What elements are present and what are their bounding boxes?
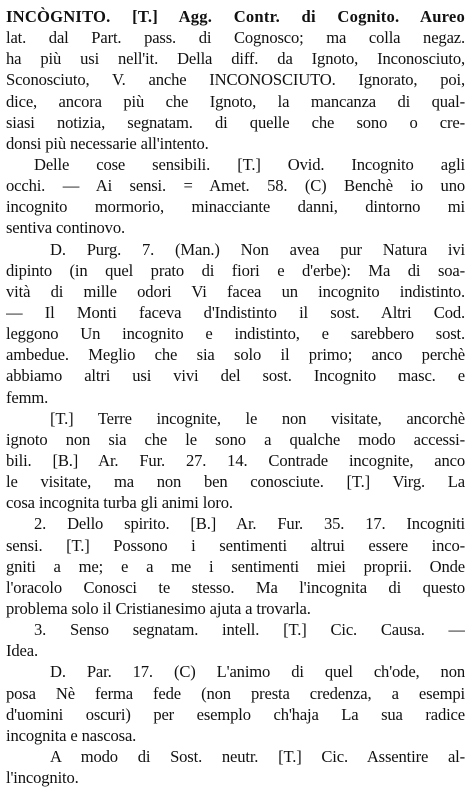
entry-line: sensi. [T.] Possono i sentimenti altrui essere inco-: [6, 535, 465, 555]
entry-line: siasi notizia, segnatam. di quelle che sono o cre-: [6, 112, 465, 132]
dictionary-entry: [6, 6, 465, 788]
entry-line: d'uomini oscuri) per esemplo ch'haja La sua radice: [6, 704, 465, 724]
entry-line: incognito mormorio, minacciante danni, dintorno mi: [6, 197, 465, 217]
entry-line: lat. dal Part. pass. di Cognosco; ma colla negaz.: [6, 28, 465, 48]
entry-line: cosa incognita turba gli animi loro.: [6, 493, 233, 513]
entry-line: incognita e nascosa.: [6, 725, 137, 745]
entry-line: 2. Dello spirito. [B.] Ar. Fur. 35. 17. Incogniti: [34, 514, 465, 534]
entry-line: [T.] Terre incognite, le non visitate, ancorchè: [50, 408, 465, 428]
entry-line: 3. Senso segnatam. intell. [T.] Cic. Causa. —: [34, 620, 465, 640]
entry-line: abbiamo altri usi vivi del sost. Incognito masc. e: [6, 366, 465, 386]
entry-line: D. Purg. 7. (Man.) Non avea pur Natura ivi: [50, 239, 465, 259]
entry-line: bili. [B.] Ar. Fur. 27. 14. Contrade incognite, anco: [6, 450, 465, 470]
entry-line: ha più usi nell'it. Della diff. da Ignoto, Inconosciuto,: [6, 49, 465, 69]
entry-line: l'oracolo Conosci te stesso. Ma l'incognita di questo: [6, 577, 465, 597]
entry-line: occhi. — Ai sensi. = Amet. 58. (C) Benchè io uno: [6, 176, 465, 196]
entry-line: sentiva continovo.: [6, 218, 125, 238]
entry-line: posa Nè ferma fede (non presta credenza, a esempi: [6, 683, 465, 703]
entry-line: Sconosciuto, V. anche INCONOSCIUTO. Ignorato, poi,: [6, 70, 465, 90]
entry-line: donsi più necessarie all'intento.: [6, 133, 209, 153]
entry-line: gniti a me; e a me i sentimenti miei proprii. Onde: [6, 556, 465, 576]
entry-line: l'incognito.: [6, 768, 79, 788]
entry-line: vità di mille odori Vi facea un incognito indistinto.: [6, 281, 465, 301]
entry-line: ignoto non sia che le sono a qualche modo accessi-: [6, 429, 465, 449]
entry-line: le visitate, ma non ben conosciute. [T.] Virg. La: [6, 472, 465, 492]
entry-line: leggono Un incognito e indistinto, e sarebbero sost.: [6, 324, 465, 344]
entry-line: A modo di Sost. neutr. [T.] Cic. Assentire al-: [50, 746, 465, 766]
entry-line: D. Par. 17. (C) L'animo di quel ch'ode, non: [50, 662, 465, 682]
entry-line: dipinto (in quel prato di fiori e d'erbe): Ma di soa-: [6, 260, 465, 280]
entry-line: Idea.: [6, 641, 38, 661]
entry-line: femm.: [6, 387, 49, 407]
entry-line: Delle cose sensibili. [T.] Ovid. Incognito agli: [34, 154, 465, 174]
entry-line: INCÒGNITO. [T.] Agg. Contr. di Cognito. Aureo: [6, 7, 465, 26]
entry-line: problema solo il Cristianesimo ajuta a trovarla.: [6, 598, 311, 618]
entry-line: — Il Monti faceva d'Indistinto il sost. Altri Cod.: [6, 302, 465, 322]
entry-line: dice, ancora più che Ignoto, la mancanza di qual-: [6, 91, 465, 111]
entry-line: ambedue. Meglio che sia solo il primo; anco perchè: [6, 345, 465, 365]
